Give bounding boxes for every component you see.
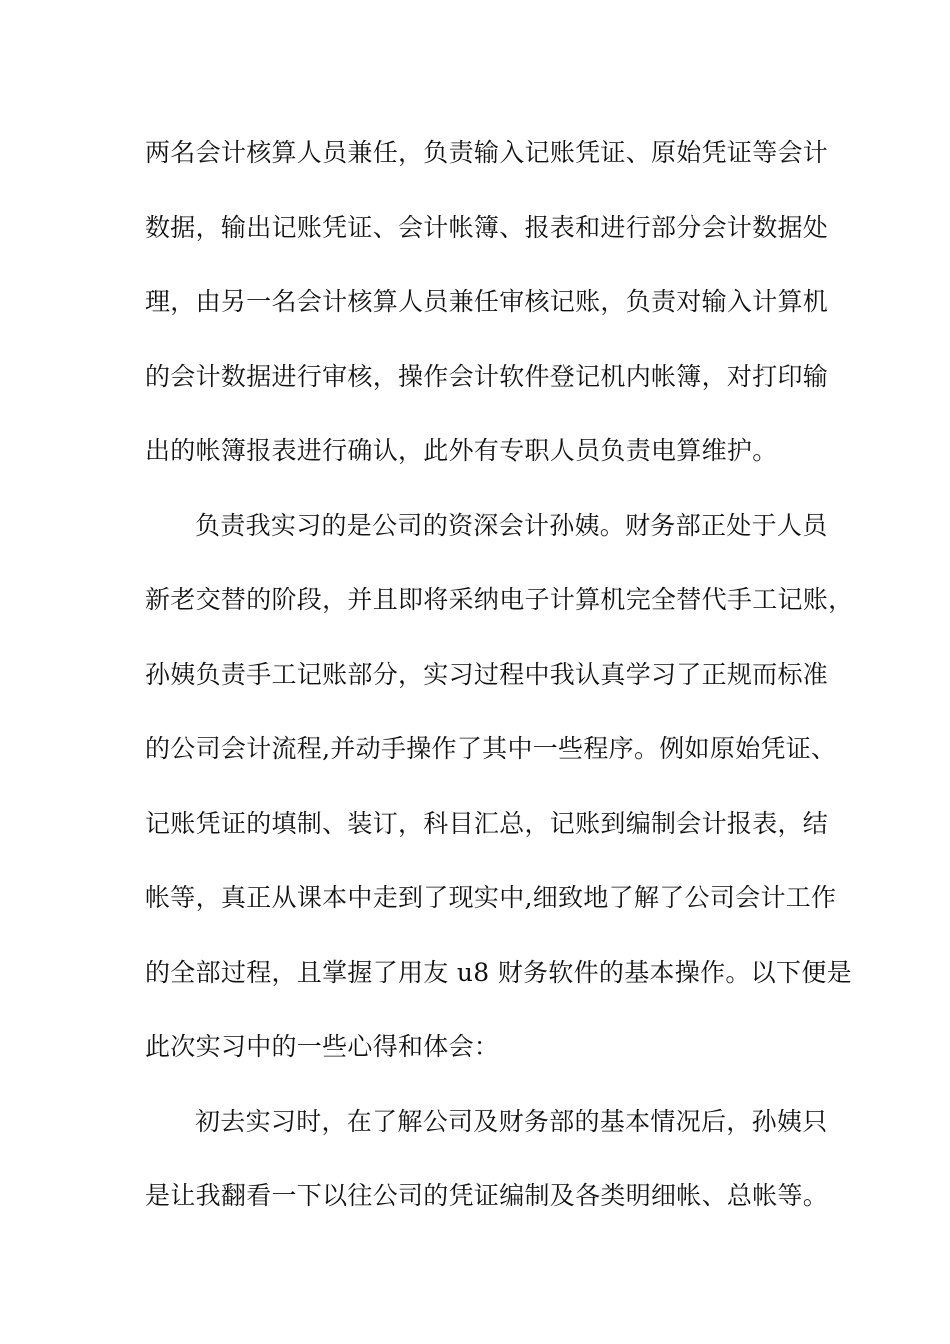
text-line: 是让我翻看一下以往公司的凭证编制及各类明细帐、总帐等。 bbox=[145, 1181, 829, 1210]
text-line: 帐等，真正从课本中走到了现实中,细致地了解了公司会计工作 bbox=[145, 883, 837, 912]
text-line: 的全部过程，且掌握了用友 u8 财务软件的基本操作。以下便是 bbox=[145, 957, 852, 987]
text-line: 的会计数据进行审核，操作会计软件登记机内帐簿，对打印输 bbox=[145, 361, 829, 391]
text-line: 新老交替的阶段，并且即将采纳电子计算机完全替代手工记账， bbox=[145, 585, 854, 614]
paragraph-start-line: 负责我实习的是公司的资深会计孙姨。财务部正处于人员 bbox=[195, 510, 828, 540]
text-line: 的公司会计流程,并动手操作了其中一些程序。例如原始凭证、 bbox=[145, 734, 837, 763]
text-line: 数据，输出记账凭证、会计帐簿、报表和进行部分会计数据处 bbox=[145, 212, 829, 242]
text-line: 出的帐簿报表进行确认，此外有专职人员负责电算维护。 bbox=[145, 436, 778, 465]
text-line: 孙姨负责手工记账部分，实习过程中我认真学习了正规而标准 bbox=[145, 659, 829, 689]
text-line: 此次实习中的一些心得和体会： bbox=[145, 1032, 500, 1061]
paragraph-start-line: 初去实习时，在了解公司及财务部的基本情况后，孙姨只 bbox=[195, 1106, 828, 1136]
text-line: 理，由另一名会计核算人员兼任审核记账，负责对输入计算机 bbox=[145, 287, 829, 316]
text-line: 记账凭证的填制、装订，科目汇总，记账到编制会计报表，结 bbox=[145, 808, 829, 838]
body-text bbox=[145, 133, 854, 1251]
text-line: 两名会计核算人员兼任，负责输入记账凭证、原始凭证等会计 bbox=[145, 138, 829, 167]
